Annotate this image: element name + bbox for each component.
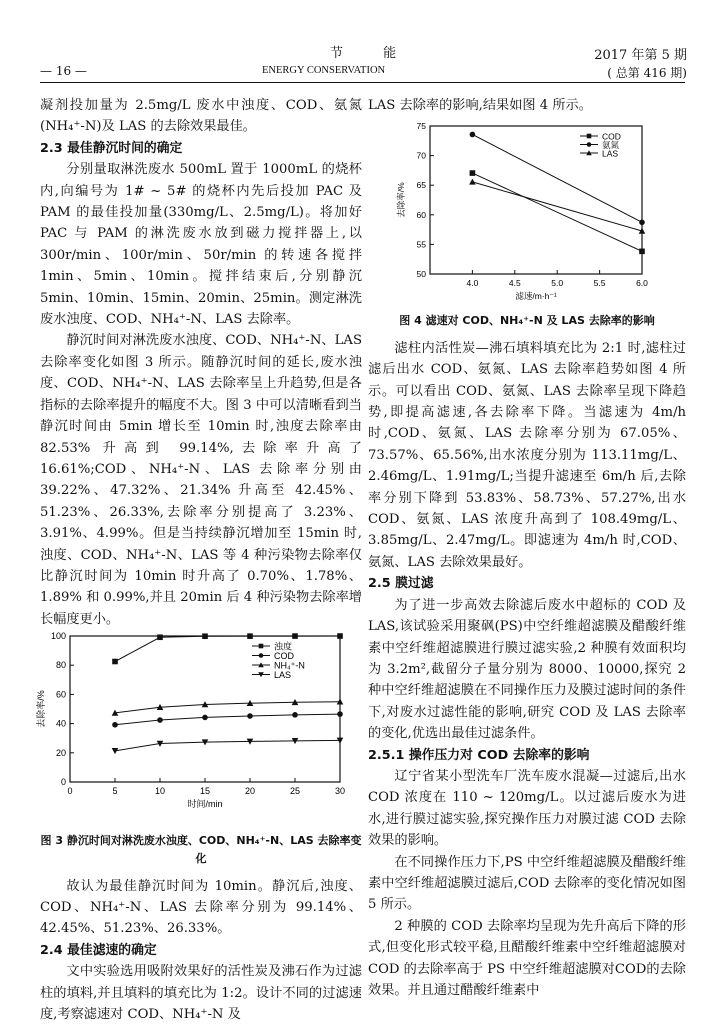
paragraph: 为了进一步高效去除滤后废水中超标的 COD 及 LAS,该试验采用聚砜(PS)中空纤维超滤膜及醋酸纤维素中空纤维超滤膜进行膜过滤实验,2 种膜有效面积均为 3.2m²,截留分子量分别为 8000、10000,探究 2 种中空纤维超滤膜在不同操作压力及膜过滤时间的条件下,对废水过滤性能的影响,研究 COD 及 LAS 去除率的变化,优选出最佳过滤条件。 [368, 597, 686, 742]
x-tick-label: 30 [334, 786, 346, 797]
data-point [157, 635, 163, 641]
paragraph: 在不同操作压力下,PS 中空纤维超滤膜及醋酸纤维素中空纤维超滤膜过滤后,COD 去除率的变化情况如图 5 所示。 [368, 854, 686, 913]
y-tick-label: 20 [55, 747, 66, 758]
paragraph: 文中实验选用吸附效果好的活性炭及沸石作为过滤柱的填料,并且填料的填充比为 1:2。设计不同的过滤速度,考察滤速对 COD、NH₄⁺-N 及 [40, 964, 362, 1022]
paragraph: 辽宁省某小型洗车厂洗车废水混凝—过滤后,出水 COD 浓度在 110 ~ 120mg/L。以过滤后废水为进水,进行膜过滤实验,探究操作压力对膜过滤 COD 去除效果的影响。 [368, 768, 686, 849]
section-heading: 2.5.1 操作压力对 COD 去除率的影响 [368, 747, 590, 763]
data-point [470, 132, 476, 138]
x-axis-label: 时间/min [187, 799, 223, 810]
plot-frame [70, 636, 340, 782]
y-tick-label: 80 [55, 660, 66, 671]
data-point [112, 659, 118, 665]
legend-label: 浊度 [274, 641, 293, 652]
paragraph: 静沉时间对淋洗废水浊度、COD、NH₄⁺-N、LAS 去除率变化如图 3 所示。随静沉时间的延长,废水浊度、COD、NH₄⁺-N、LAS 去除率呈上升趋势,但是各指标的去除率提升的幅度不大。图 3 中可以清晰看到当静沉时间由 5min 增长至 10min 时,浊度去除率由 82.53% 升高到 99.14%,去除率升高了 16.61%;COD、NH₄⁺-N、LAS 去除率分别由 39.22%、47.32%、21.34% 升高至 42.45%、51.23%、26.33%,去除率分别提高了 3.23%、3.91%、4.99%。但是当持续静沉增加至 15min 时,浊度、COD、NH₄⁺-N、LAS 等 4 种污染物去除率仅比静沉时间为 10min 时升高了 0.70%、1.78%、1.89% 和 0.99%,并且 20min 后 4 种污染物去除率增长幅度更小。 [40, 333, 362, 627]
x-axis-label: 滤速/m·h⁻¹ [515, 291, 557, 302]
x-tick-label: 6.0 [636, 278, 648, 289]
x-tick-label: 5.0 [551, 278, 564, 289]
legend-label: NH₄⁺-N [274, 660, 305, 671]
legend-label: COD [602, 131, 621, 142]
data-point [469, 179, 476, 185]
series-line [472, 182, 642, 231]
data-point [202, 715, 208, 721]
figure-3-chart [36, 630, 362, 822]
figure-3-caption: 图 3 静沉时间对淋洗废水浊度、COD、NH₄⁺-N、LAS 去除率变化 [40, 833, 362, 865]
series-line [115, 714, 340, 725]
y-tick-label: 60 [416, 210, 426, 221]
y-tick-label: 75 [416, 121, 426, 132]
paragraph: 分别量取淋洗废水 500mL 置于 1000mL 的烧杯内,向编号为 1# ~ 5# 的烧杯内先后投加 PAC 及 PAM 的最佳投加量(330mg/L、2.5mg/L)。将加好 PAC 与 PAM 的淋洗废水放到磁力搅拌器上,以 300r/min、100r/min、50r/min 的转速各搅拌 1min、5min、10min。搅拌结束后,分别静沉 5min、10min、15min、20min、25min。测定淋洗废水浊度、COD、NH₄⁺-N、LAS 去除率。 [40, 162, 362, 328]
legend-marker [587, 143, 592, 148]
x-tick-label: 4.5 [508, 278, 521, 289]
y-axis-label: 去除率/% [396, 182, 406, 219]
paragraph: LAS 去除率的影响,结果如图 4 所示。 [368, 98, 592, 113]
left-column [36, 95, 362, 1025]
data-point [157, 717, 163, 723]
data-point [292, 712, 298, 718]
x-tick-label: 25 [289, 786, 301, 797]
data-point [112, 722, 118, 728]
paragraph: 凝剂投加量为 2.5mg/L 废水中浊度、COD、氨氮(NH₄⁺-N)及 LAS 的去除效果最佳。 [40, 98, 362, 135]
page-number: — 16 — [40, 64, 87, 78]
header-rule [40, 82, 685, 83]
journal-title: 节 能 [330, 46, 415, 61]
paragraph: 2 种膜的 COD 去除率均呈现为先升高后下降的形式,但变化形式较平稳,且醋酸纤维素中空纤维超滤膜对 COD 的去除率高于 PS 中空纤维超滤膜对COD的去除效果。并且通过醋酸纤维素中 [368, 918, 686, 998]
legend-label: COD [274, 651, 294, 662]
figure-4 [368, 116, 686, 309]
y-tick-label: 50 [416, 269, 426, 280]
y-tick-label: 0 [60, 777, 66, 788]
x-tick-label: 4.0 [466, 278, 479, 289]
legend-marker [259, 644, 264, 649]
x-tick-label: 0 [67, 786, 73, 797]
x-tick-label: 5 [112, 786, 118, 797]
y-tick-label: 55 [416, 239, 426, 250]
y-axis-label: 去除率/% [36, 690, 46, 728]
legend-marker [587, 134, 592, 139]
legend-label: LAS [274, 670, 292, 681]
y-tick-label: 100 [50, 631, 66, 642]
series-line [115, 702, 340, 713]
y-tick-label: 40 [55, 718, 66, 729]
legend-marker [259, 653, 264, 658]
x-tick-label: 20 [244, 786, 256, 797]
issue-year: 2017 年第 5 期 [594, 48, 687, 63]
y-tick-label: 65 [416, 180, 426, 191]
right-column [368, 95, 686, 1001]
paragraph: 滤柱内活性炭—沸石填料填充比为 2:1 时,滤柱过滤后出水 COD、氨氮、LAS 去除率趋势如图 4 所示。可以看出 COD、氨氮、LAS 去除率呈现下降趋势,即提高滤速,各去除率下降。当滤速为 4m/h 时,COD、氨氮、LAS 去除率分别为 67.05%、73.57%、65.56%,出水浓度分别为 113.11mg/L、2.46mg/L、1.91mg/L;当提升滤速至 6m/h 后,去除率分别下降到 53.83%、58.73%、57.27%,出水 COD、氨氮、LAS 浓度升高到了 108.49mg/L、3.85mg/L、2.47mg/L。即滤速为 4m/h 时,COD、氨氮、LAS 去除效果最好。 [368, 340, 686, 570]
y-tick-label: 70 [416, 151, 426, 162]
data-point [337, 711, 343, 717]
data-point [202, 634, 208, 640]
series-line [115, 741, 340, 751]
data-point [292, 633, 298, 639]
section-heading: 2.5 膜过滤 [368, 576, 434, 592]
series-line [472, 173, 642, 251]
x-tick-label: 5.5 [593, 278, 606, 289]
legend-label: LAS [602, 148, 619, 159]
data-point [639, 220, 645, 226]
x-tick-label: 10 [154, 786, 166, 797]
journal-subtitle: ENERGY CONSERVATION [262, 65, 386, 76]
data-point [247, 634, 253, 640]
section-heading: 2.3 最佳静沉时间的确定 [40, 140, 183, 156]
figure-4-caption: 图 4 滤速对 COD、NH₄⁺-N 及 LAS 去除率的影响 [399, 313, 655, 327]
data-point [337, 633, 343, 639]
figure-3 [36, 630, 362, 829]
data-point [639, 249, 645, 255]
data-point [247, 713, 253, 719]
x-tick-label: 15 [199, 786, 211, 797]
data-point [112, 748, 119, 754]
data-point [470, 171, 476, 177]
y-tick-label: 60 [55, 689, 66, 700]
page-header [0, 0, 727, 82]
series-line [115, 636, 340, 661]
figure-4-chart [368, 116, 686, 302]
issue-total: ( 总第 416 期) [607, 66, 687, 80]
section-heading: 2.4 最佳滤速的确定 [40, 942, 157, 958]
paragraph: 故认为最佳静沉时间为 10min。静沉后,浊度、COD、NH₄⁺-N、LAS 去除率分别为 99.14%、42.45%、51.23%、26.33%。 [40, 878, 362, 937]
legend-label: 氨氮 [602, 140, 620, 151]
